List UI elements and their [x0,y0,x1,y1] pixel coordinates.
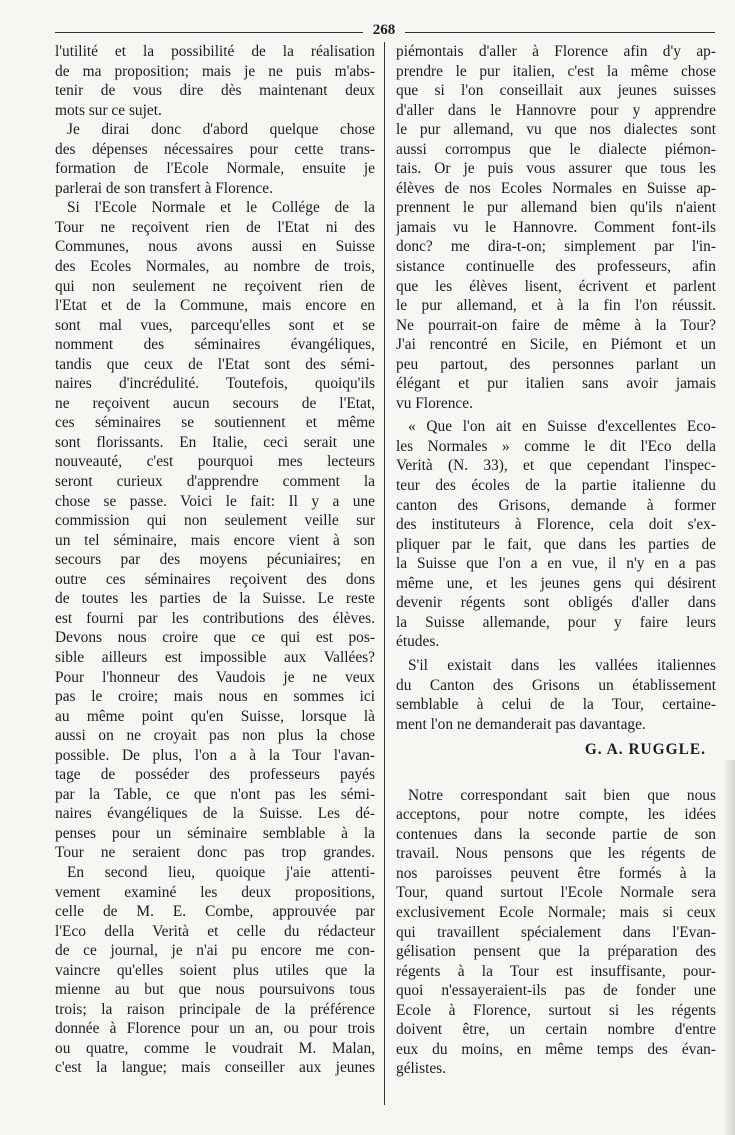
text-line: aussi corrompus que le dialecte piémon- [396,140,716,158]
text-line: ne reçoivent aucun secours de l'Etat, [55,394,375,412]
text-line: le pur allemand, et à la fin l'on réussit. [396,297,716,315]
text-line: En second lieu, quoique j'aie attenti- [67,863,375,881]
text-line: le pur allemand, vu que nos dialectes sont [396,121,716,139]
text-line: sont mal vues, parcequ'elles sont et se [55,316,375,334]
header-rule-right [405,32,715,33]
text-line: prennent le pur allemand bien qu'ils n'aient [396,199,716,217]
text-line: études. [396,633,440,651]
text-line: nouveauté, c'est pourquoi mes lecteurs [55,453,375,471]
text-line: sistance continuelle des professeurs, afin [396,258,716,276]
text-line: naires d'incrédulité. Toutefois, quoiqu'ils [55,375,375,393]
text-line: qui non seulement ne reçoivent rien de [55,277,375,295]
text-line: par la Table, ce que n'ont pas les sémi- [55,785,375,803]
text-line: Verità (N. 33), et que cependant l'inspec- [396,457,716,475]
editor-note-line: gélistes. [396,1060,447,1078]
text-line: S'il existait dans les vallées italiennes [408,656,716,674]
text-line: un tel séminaire, mais encore vient à son [55,531,375,549]
text-line: J'ai rencontré en Sicile, en Piémont et un [396,336,716,354]
right-column [396,42,716,1079]
text-line: au même point qu'en Suisse, lorsque là [55,707,375,725]
text-line: pas le croire; mais nous en sommes ici [55,688,375,706]
text-line: la Suisse que l'on a en vue, il n'y en a pas [396,555,716,573]
text-line: naires évangéliques de la Suisse. Les dé- [55,805,375,823]
editor-note-line: acceptons, pour notre compte, les idées [396,806,716,824]
text-line: outre ces séminaires reçoivent des dons [55,570,375,588]
page-number: 268 [372,22,396,38]
text-line: seront curieux d'apprendre comment la [55,473,375,491]
text-line: les Normales » comme le dit l'Eco della [396,437,716,455]
text-line: la Suisse allemande, pour y faire leurs [396,613,716,631]
text-line: « Que l'on ait en Suisse d'excellentes Eco- [408,418,716,436]
scan-shadow [723,760,735,1135]
text-line: jamais vu le Hannovre. Comment font-ils [396,218,716,236]
left-column [55,42,375,1078]
text-line: nomment des séminaires évangéliques, [55,336,375,354]
text-line: parlerai de son transfert à Florence. [55,179,273,197]
text-line: tenir de vous dire dès maintenant deux [55,82,375,100]
text-line: Devons nous croire que ce qui est pos- [55,629,375,647]
text-line: ces séminaires se soutiennent et même [55,414,375,432]
text-line: est fourni par les contributions des élèves. [55,609,375,627]
text-line: élèves de nos Ecoles Normales en Suisse ap- [396,179,716,197]
text-line: vaincre qu'elles soient plus utiles que la [55,961,375,979]
text-line: Je dirai donc d'abord quelque chose [67,121,375,139]
text-line: de ma proposition; mais je ne puis m'abs- [55,62,375,80]
editor-note-line: quoi n'essayeraient-ils pas de fonder une [396,982,716,1000]
text-line: vement examiné les deux propositions, [55,883,375,901]
editor-note-line: Ecole à Florence, surtout si les régents [396,1001,716,1019]
text-line: donnée à Florence pour un an, ou pour trois [55,1020,375,1038]
column-divider [384,42,385,1105]
text-line: de ce journal, je n'ai pu encore me con- [55,942,375,960]
text-line: Si l'Ecole Normale et le Collége de la [67,199,375,217]
header-rule-left [55,32,363,33]
text-line: secours par des moyens pécuniaires; en [55,551,375,569]
text-line: Tour ne seraient donc pas trop grandes. [55,844,375,862]
editor-note-line: régents à la Tour est insuffisante, pour- [396,962,716,980]
text-line: celle de M. E. Combe, approuvée par [55,903,375,921]
text-line: piémontais d'aller à Florence afin d'y ap- [396,43,716,60]
text-line: que si l'on conseillait aux jeunes suisses [396,82,716,100]
editor-note-line: doivent être, un certain nombre d'entre [396,1021,716,1039]
text-line: Pour l'honneur des Vaudois je ne veux [55,668,375,686]
text-line: Communes, nous avons aussi en Suisse [55,238,375,256]
text-line: peu partout, des personnes parlant un [396,355,716,373]
text-line: Ne pourrait-on faire de même à la Tour? [396,316,716,334]
text-line: aussi on ne croyait pas non plus la chose [55,727,375,745]
text-line: semblable à celui de la Tour, certaine- [396,696,716,714]
editor-note-line: nos paroisses peuvent être formés à la [396,864,716,882]
page-header [55,22,715,40]
text-line: commission qui non seulement veille sur [55,512,375,530]
editor-note-line: Notre correspondant sait bien que nous [408,786,716,804]
text-line: mots sur ce sujet. [55,101,162,119]
text-line: des dépenses nécessaires pour cette trans- [55,140,375,158]
text-line: penses pour un séminaire semblable à la [55,824,375,842]
text-line: élégant et pur italien sans avoir jamais [396,375,716,393]
text-line: tandis que ceux de l'Etat sont des sémi- [55,355,375,373]
editor-note-line: eux du moins, en même temps des évan- [396,1040,716,1058]
section-gap [396,760,716,786]
text-line: possible. De plus, l'on a à la Tour l'avan- [55,746,375,764]
text-line: l'Etat et de la Commune, mais encore en [55,297,375,315]
text-line: des Ecoles Normales, au nombre de trois, [55,258,375,276]
text-line: l'Eco della Verità et celle du rédacteur [55,922,375,940]
text-line: sible ailleurs est impossible aux Vallées? [55,648,375,666]
text-line: canton des Grisons, demande à former [396,496,716,514]
editor-note-line: contenues dans la seconde partie de son [396,825,716,843]
text-line: ment l'on ne demanderait pas davantage. [396,715,646,733]
text-line: d'aller dans le Hannovre pour y apprendre [396,101,716,119]
author-signature: G. A. RUGGLE. [584,741,706,759]
text-line: trois; la raison principale de la préférence [55,1000,375,1018]
text-line: devenir régents sont obligés d'aller dans [396,594,716,612]
text-line: des instituteurs à Florence, cela doit s'ex- [396,516,716,534]
text-line: l'utilité et la possibilité de la réalisation [55,43,375,60]
editor-note-line: travail. Nous pensons que les régents de [396,845,716,863]
text-line: donc? me dira-t-on; simplement par l'in- [396,238,716,256]
text-line: prendre le pur italien, c'est la même chose [396,62,716,80]
text-line: tage de posséder des professeurs payés [55,766,375,784]
text-line: teur des écoles de la partie italienne du [396,477,716,495]
text-line: Tour ne reçoivent rien de l'Etat ni des [55,218,375,236]
editor-note-line: Tour, quand surtout l'Ecole Normale sera [396,884,716,902]
editor-note-line: gélisation pensent que la préparation des [396,943,716,961]
text-line: pliquer par le fait, que dans les parties de [396,535,716,553]
editor-note-line: qui travaillent spécialement dans l'Evan- [396,923,716,941]
text-line: ou quatre, comme le voudrait M. Malan, [55,1039,375,1057]
text-line: de toutes les parties de la Suisse. Le reste [55,590,375,608]
text-line: du Canton des Grisons un établissement [396,676,716,694]
text-line: tais. Or je puis vous assurer que tous les [396,160,716,178]
text-line: que les élèves lisent, écrivent et parlent [396,277,716,295]
editor-note-line: exclusivement Ecole Normale; mais si ceux [396,903,716,921]
text-line: formation de l'Ecole Normale, ensuite je [55,160,375,178]
text-line: même une, et les jeunes gens qui désirent [396,574,716,592]
text-line: sont florissants. En Italie, ceci serait une [55,433,375,451]
text-line: vu Florence. [396,394,473,412]
text-line: mienne au but que nous poursuivons tous [55,981,375,999]
text-line: chose se passe. Voici le fait: Il y a une [55,492,375,510]
text-line: c'est la langue; mais conseiller aux jeunes [55,1059,375,1077]
